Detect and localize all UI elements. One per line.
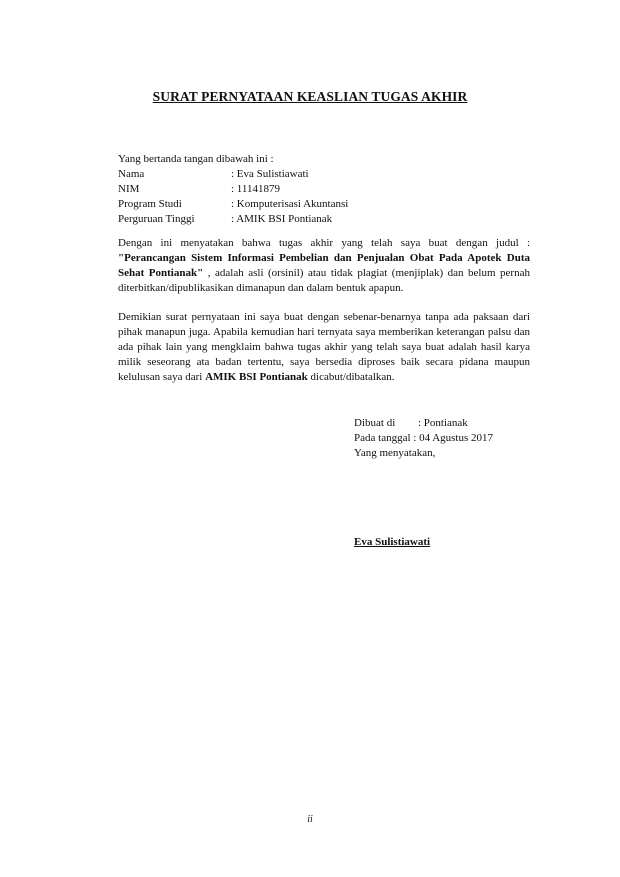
identity-row-name bbox=[118, 167, 530, 182]
identity-label: Nama bbox=[118, 168, 145, 180]
signer-name: Eva Sulistiawati bbox=[354, 536, 431, 548]
identity-label: Perguruan Tinggi bbox=[118, 213, 195, 225]
statement-paragraph bbox=[118, 236, 530, 296]
intro-text: Yang bertanda tangan dibawah ini : bbox=[118, 153, 274, 165]
identity-section bbox=[118, 152, 530, 227]
document-title: SURAT PERNYATAAN KEASLIAN TUGAS AKHIR bbox=[152, 89, 468, 104]
page-number: ii bbox=[307, 814, 313, 825]
place-label: Dibuat di bbox=[354, 417, 396, 429]
institution-name: AMIK BSI Pontianak bbox=[205, 371, 308, 383]
identity-row-program bbox=[118, 197, 530, 212]
identity-value: : Komputerisasi Akuntansi bbox=[231, 198, 349, 210]
identity-value: : Eva Sulistiawati bbox=[231, 168, 309, 180]
declaration-tail: dicabut/dibatalkan. bbox=[307, 371, 395, 383]
identity-row-university bbox=[118, 212, 530, 227]
thesis-title: "Perancangan Sistem Informasi Pembelian dan Penjualan Obat Pada Apotek Duta Sehat Pontianak" bbox=[118, 252, 530, 279]
statement-lead: Dengan ini menyatakan bahwa tugas akhir yang telah saya buat dengan judul : bbox=[118, 237, 530, 249]
identity-label: NIM bbox=[118, 183, 140, 195]
signature-date: Pada tanggal : 04 Agustus 2017 bbox=[354, 432, 494, 444]
place-value: : Pontianak bbox=[418, 417, 468, 429]
declaration-text: Demikian surat pernyataan ini saya buat dengan sebenar-benarnya tanpa ada paksaan dari pihak manapun juga. Apabila kemudian hari ternyata saya memberikan keterangan palsu dan ada pihak lain yang mengklaim bahwa tugas akhir yang telah saya buat adalah hasil karya milik seseorang ata badan tertentu, saya bersedia diproses baik secara pidana maupun kelulusan saya dari bbox=[118, 311, 530, 383]
identity-value: : AMIK BSI Pontianak bbox=[231, 213, 333, 225]
identity-label: Program Studi bbox=[118, 198, 182, 210]
statement-tail: , adalah asli (orsinil) atau tidak plagiat (menjiplak) dan belum pernah diterbitkan/dipublikasikan dimanapun dan dalam bentuk apapun. bbox=[118, 267, 530, 294]
signature-place-row bbox=[354, 416, 554, 431]
identity-row-nim bbox=[118, 182, 530, 197]
signature-closing: Yang menyatakan, bbox=[354, 447, 436, 459]
declaration-paragraph bbox=[118, 310, 530, 385]
signature-block bbox=[354, 416, 554, 461]
identity-value: : 11141879 bbox=[231, 183, 280, 195]
